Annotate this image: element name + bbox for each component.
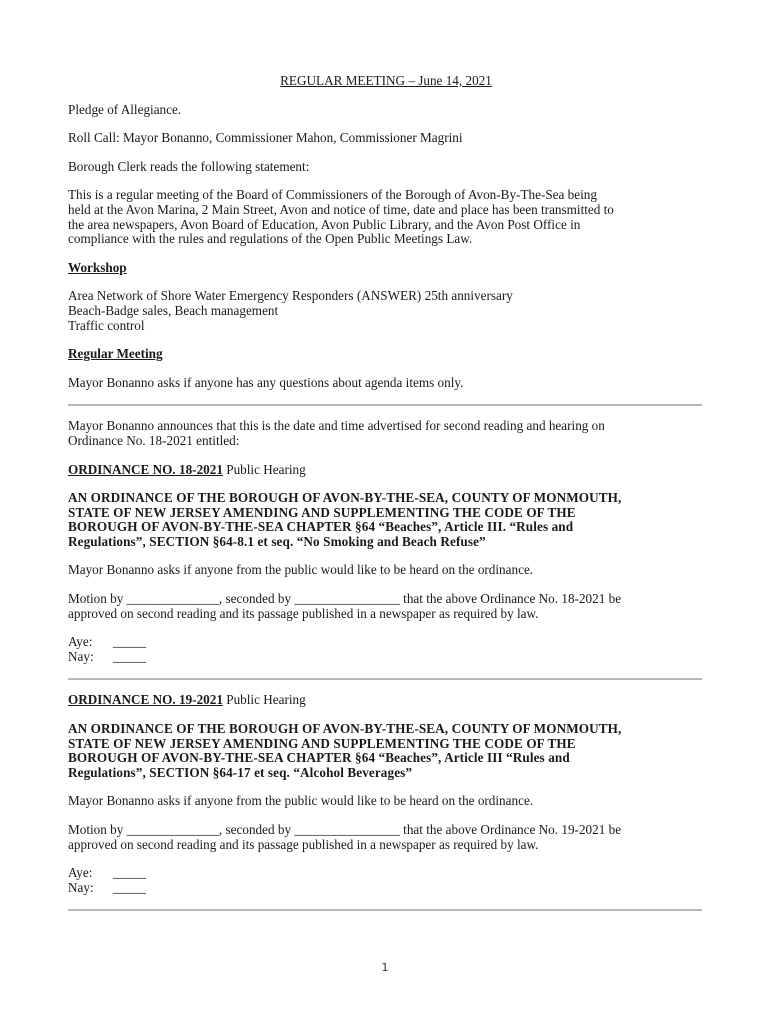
section-divider: [68, 678, 702, 680]
motion-text: [68, 592, 704, 621]
opma-statement: [68, 188, 704, 246]
nay-label: Nay:: [68, 648, 94, 664]
ordinance-title-line: BOROUGH OF AVON-BY-THE-SEA CHAPTER §64 “Beaches”, Article III “Rules and: [68, 750, 570, 766]
regular-meeting-heading: Regular Meeting: [68, 346, 163, 362]
vote-tally: [68, 866, 704, 895]
nay-label: Nay:: [68, 879, 94, 895]
ordinance-title-line: Regulations”, SECTION §64-17 et seq. “Alcohol Beverages”: [68, 764, 413, 780]
aye-blank: _____: [113, 865, 146, 881]
workshop-item: Area Network of Shore Water Emergency Responders (ANSWER) 25th anniversary: [68, 288, 513, 304]
page-number: 1: [381, 961, 389, 974]
motion-line: Motion by ______________, seconded by ________________ that the above Ordinance No. 19-2021 be: [68, 822, 622, 837]
ordinance-header: [68, 463, 704, 478]
ordinance-18-2021: [68, 463, 704, 665]
statement-line: held at the Avon Marina, 2 Main Street, Avon and notice of time, date and place has been transmitted to: [68, 201, 614, 217]
ordinance-title-line: AN ORDINANCE OF THE BOROUGH OF AVON-BY-THE-SEA, COUNTY OF MONMOUTH,: [68, 490, 622, 506]
workshop-item: Traffic control: [68, 317, 145, 333]
ordinance-number: ORDINANCE NO. 19-2021: [68, 692, 223, 708]
statement-line: This is a regular meeting of the Board of Commissioners of the Borough of Avon-By-The-Sea being: [68, 187, 597, 203]
announcement-line: Mayor Bonanno announces that this is the date and time advertised for second reading and hearing on: [68, 418, 605, 434]
motion-line: Motion by ______________, seconded by ________________ that the above Ordinance No. 18-2021 be: [68, 591, 622, 607]
aye-row: [68, 866, 704, 881]
nay-row: [68, 650, 704, 665]
ordinance-title-line: STATE OF NEW JERSEY AMENDING AND SUPPLEMENTING THE CODE OF THE: [68, 735, 576, 751]
aye-label: Aye:: [68, 865, 93, 881]
hearing-label: Public Hearing: [222, 461, 306, 477]
announcement-line: Ordinance No. 18-2021 entitled:: [68, 432, 240, 448]
workshop-items: [68, 289, 704, 333]
nay-blank: _____: [113, 879, 146, 895]
roll-call-text: Roll Call: Mayor Bonanno, Commissioner Mahon, Commissioner Magrini: [68, 130, 463, 146]
aye-row: [68, 635, 704, 650]
aye-blank: _____: [113, 634, 146, 650]
meeting-title: REGULAR MEETING – June 14, 2021: [280, 73, 492, 88]
ordinance-title-line: BOROUGH OF AVON-BY-THE-SEA CHAPTER §64 “Beaches”, Article III. “Rules and: [68, 519, 574, 535]
ordinance-header: [68, 693, 704, 708]
hearing-label: Public Hearing: [222, 692, 306, 708]
workshop-item: Beach-Badge sales, Beach management: [68, 302, 279, 318]
motion-line: approved on second reading and its passage published in a newspaper as required by law.: [68, 605, 539, 621]
public-question: Mayor Bonanno asks if anyone from the public would like to be heard on the ordinance.: [68, 562, 534, 578]
motion-text: [68, 823, 704, 852]
nay-row: [68, 881, 704, 896]
section-divider: [68, 404, 702, 406]
ordinance-19-2021: [68, 693, 704, 895]
aye-label: Aye:: [68, 634, 93, 650]
public-question: Mayor Bonanno asks if anyone from the public would like to be heard on the ordinance.: [68, 793, 534, 809]
agenda-question: Mayor Bonanno asks if anyone has any questions about agenda items only.: [68, 374, 464, 390]
section-divider: [68, 909, 702, 911]
statement-line: compliance with the rules and regulations of the Open Public Meetings Law.: [68, 231, 473, 247]
ordinance-number: ORDINANCE NO. 18-2021: [68, 461, 223, 477]
workshop-heading: Workshop: [68, 259, 127, 275]
motion-line: approved on second reading and its passage published in a newspaper as required by law.: [68, 836, 539, 852]
ordinance-title: [68, 722, 704, 780]
ordinance-title-line: STATE OF NEW JERSEY AMENDING AND SUPPLEMENTING THE CODE OF THE: [68, 504, 576, 520]
second-reading-announcement: [68, 419, 704, 448]
nay-blank: _____: [113, 648, 146, 664]
statement-line: the area newspapers, Avon Board of Education, Avon Public Library, and the Avon Post Office in: [68, 216, 581, 232]
document-body: [68, 74, 704, 924]
vote-tally: [68, 635, 704, 664]
ordinance-title-line: Regulations”, SECTION §64-8.1 et seq. “No Smoking and Beach Refuse”: [68, 533, 486, 549]
ordinance-title: [68, 491, 704, 549]
clerk-statement-intro: Borough Clerk reads the following statement:: [68, 158, 310, 174]
ordinance-title-line: AN ORDINANCE OF THE BOROUGH OF AVON-BY-THE-SEA, COUNTY OF MONMOUTH,: [68, 721, 622, 737]
pledge-text: Pledge of Allegiance.: [68, 101, 182, 117]
